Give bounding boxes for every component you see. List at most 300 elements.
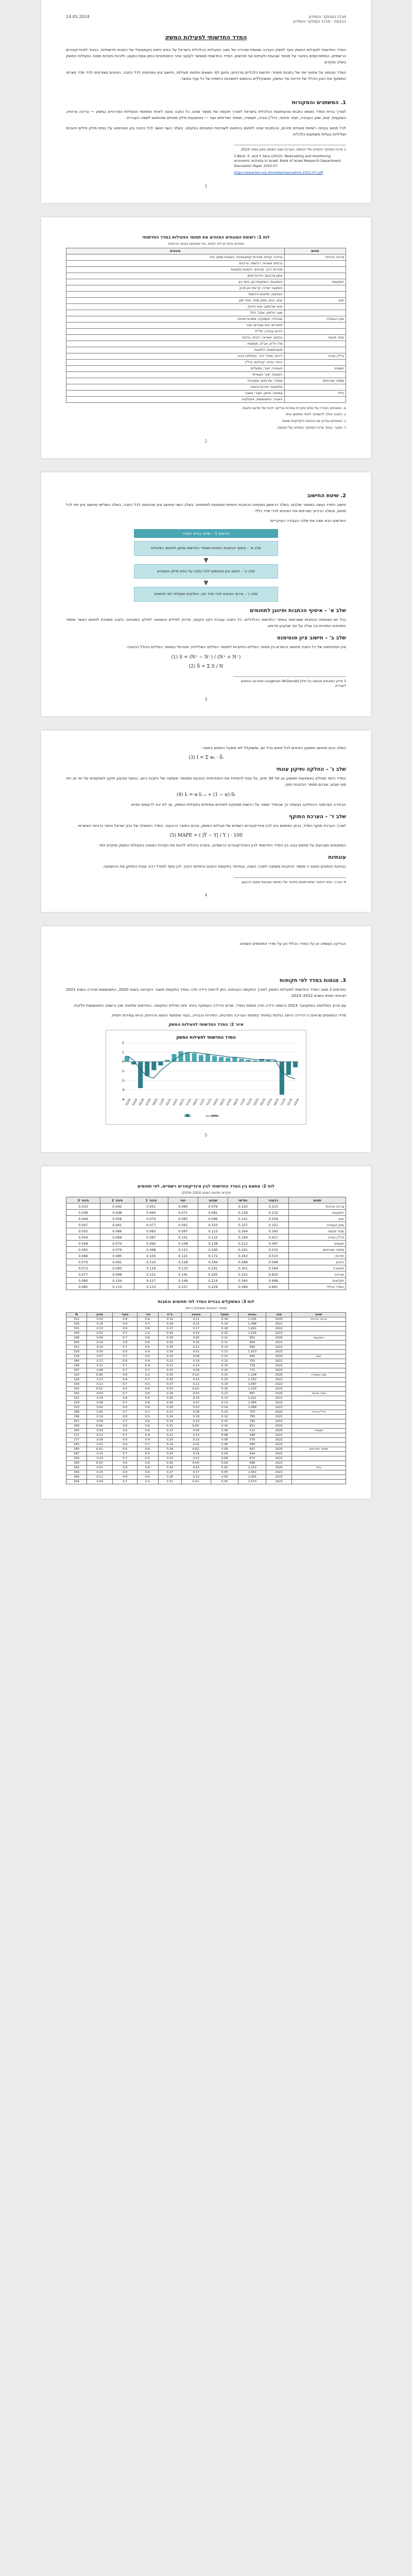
table-cell: 364	[66, 1480, 87, 1484]
table-cell: 0.288	[228, 1259, 258, 1265]
chart-bar	[158, 1062, 163, 1065]
table-cell: 0.14	[87, 1396, 113, 1401]
table-cell: -0.4	[138, 1438, 159, 1443]
table-cell	[291, 1368, 346, 1373]
table-cell: 2020	[266, 1410, 291, 1415]
table-cell: 0.077	[134, 1222, 168, 1228]
x-tick-label: 07/20	[145, 1098, 152, 1107]
table-row	[66, 1222, 346, 1228]
table-row	[66, 1461, 346, 1466]
table-cell: 2022	[266, 1345, 291, 1350]
table-cell: 329	[66, 1378, 87, 1382]
x-tick-label: 01/22	[205, 1098, 213, 1107]
table-cell: 0.13	[181, 1433, 211, 1438]
x-tick-label: 03/24	[293, 1098, 300, 1107]
paragraph: לצורך בניית המדד נאספו כתבות מהעיתונות הכלכלית בישראל לאורך תקופה של מספר שנים. כל כתבה סווגה לאחד מתחומי הפעילות המרכזיים במשק — צריכה פרטית, השקעות, יצוא, שוק העבודה, מגזר פיננסי, נדל"ן ובנייה, תעשייה, מסחר ושירותים ועוד — באמצעות מילון מונחים שהותאם לשפה העברית.	[66, 109, 346, 121]
table-cell: תעשייה	[291, 1429, 346, 1433]
table-cell: 0.164	[228, 1228, 258, 1234]
table-cell: 356	[66, 1470, 87, 1475]
table-row	[66, 285, 346, 291]
paragraph: הבחירה בפרמטר ההחלקה נעשתה כך שהמדד ישמור על רגישות מספקת לשינויים אמיתיים בפעילות המשק, אך לא יגיב לרעשים יומיים.	[130, 802, 346, 807]
table-row	[66, 322, 346, 328]
table-cell: 0.080	[66, 1278, 100, 1284]
table-cell	[291, 1378, 346, 1382]
table-cell: תיירות	[289, 1253, 346, 1259]
table-cell: יצוא	[291, 1354, 346, 1359]
table-cell-terms: האטה; התאוששות; אינפלציה	[66, 396, 285, 402]
table-cell: 0.091	[100, 1259, 134, 1265]
table-row	[66, 1387, 346, 1392]
chart-bar	[165, 1060, 169, 1062]
table-cell: 0.04	[181, 1331, 211, 1336]
table-cell: 0.8	[113, 1378, 138, 1382]
chart-bar	[280, 1062, 284, 1095]
table-cell-domain: כללי	[284, 390, 346, 396]
table-cell: 0.10	[87, 1317, 113, 1322]
table-cell: 0.116	[134, 1265, 168, 1272]
table-cell: 0.129	[228, 1210, 258, 1216]
table-cell: 2023	[266, 1350, 291, 1354]
table-cell: -0.01	[87, 1447, 113, 1452]
table-cell: 0.20	[158, 1438, 181, 1443]
table-cell: 309	[66, 1424, 87, 1429]
table-cell: 0.09	[181, 1368, 211, 1373]
footnote-link[interactable]	[234, 171, 346, 176]
table-row	[66, 303, 346, 310]
column-header: ס"ת	[158, 1313, 181, 1317]
table-cell: 2021	[266, 1470, 291, 1475]
table-cell: 0.066	[100, 1228, 134, 1234]
table-cell: מגזר פיננסי	[289, 1228, 346, 1234]
x-tick-label: 05/22	[219, 1098, 226, 1107]
table-cell: 341	[66, 1387, 87, 1392]
table-cell: 0.061	[100, 1222, 134, 1228]
table-cell: 0.098	[134, 1247, 168, 1253]
section-title: 3. מגמות במדד לפי תקופות	[279, 977, 346, 984]
chart-bar	[151, 1062, 156, 1071]
legend-label: ממוצע נע	[205, 1114, 219, 1118]
table-cell: 0.01	[181, 1350, 211, 1354]
table-cell: 0.09	[87, 1438, 113, 1443]
x-tick-label: 01/20	[125, 1098, 132, 1107]
chart-bar	[199, 1055, 203, 1062]
table-cell: 0.14	[87, 1341, 113, 1345]
table-cell: 2022	[266, 1364, 291, 1368]
table-cell: -0.6	[138, 1419, 159, 1424]
table-caption: לוח 3: המשקלים בבניית המדד לפי תחומים וכתבות	[158, 1299, 254, 1304]
table-cell: 0.160	[198, 1247, 228, 1253]
table-cell: 2,310	[238, 1466, 266, 1470]
table-cell: 0.7	[113, 1331, 138, 1336]
table-cell: 0.133	[168, 1265, 198, 1272]
table-cell: 0.17	[181, 1327, 211, 1331]
table-cell: 0.172	[198, 1253, 228, 1259]
table-cell: 0.28	[158, 1392, 181, 1396]
table-cell: 0.12	[181, 1317, 211, 1322]
table-cell: 0.02	[87, 1405, 113, 1410]
table-cell: 0.01	[87, 1443, 113, 1447]
table-cell: 0.7	[113, 1345, 138, 1350]
table-cell: -0.5	[138, 1396, 159, 1401]
table-cell: 0.26	[158, 1341, 181, 1345]
column-header: מונחים	[66, 248, 285, 254]
table-cell: 277	[66, 1438, 87, 1443]
page-number: 4	[204, 893, 208, 898]
table-cell: -0.4	[138, 1433, 159, 1438]
table-cell: 0.18	[211, 1317, 238, 1322]
table-cell-terms: שער חליפין; שקל; דולר	[66, 310, 285, 316]
table-cell-terms: דורשי עבודה; חל"ת	[66, 328, 285, 334]
table-notes	[66, 406, 346, 431]
table-cell: 738	[238, 1364, 266, 1368]
table-cell: 287	[66, 1452, 87, 1456]
table-cell-terms: מסחר; שירותים; מסעדות	[66, 378, 285, 384]
x-tick-label: 05/23	[260, 1098, 267, 1107]
y-tick-label: 2	[122, 1041, 124, 1045]
chart-legend	[183, 1114, 219, 1118]
table-cell: 0.062	[66, 1247, 100, 1253]
table-cell: 0.14	[211, 1401, 238, 1405]
x-tick-label: 01/21	[165, 1098, 172, 1107]
table-cell	[291, 1415, 346, 1419]
x-tick-label: 11/20	[159, 1098, 165, 1107]
table-cell: 340	[66, 1331, 87, 1336]
table-cell-terms: אמון צרכנים; תיירות פנים	[66, 273, 285, 279]
flow-step: שלב א' – איסוף הכתבות היומיות מאתרי החדשות וסיווגן לתחומי הפעילות	[134, 541, 278, 556]
table-cell: 2021	[266, 1396, 291, 1401]
table-cell-domain: מגזר פיננסי	[284, 334, 346, 341]
table-row	[66, 316, 346, 322]
table-cell: 0.533	[258, 1253, 289, 1259]
table-cell: 0.16	[181, 1452, 211, 1456]
table-cell: 0.321	[258, 1222, 289, 1228]
table-cell: 323	[66, 1405, 87, 1410]
table-cell: 0.138	[198, 1241, 228, 1247]
table-cell-terms: מלונאות; תיירות נכנסת	[66, 384, 285, 390]
table-cell: 0.23	[158, 1456, 181, 1461]
terms-table-body	[66, 254, 346, 402]
table-cell: 0.18	[87, 1322, 113, 1327]
table-cell: 0.510	[258, 1247, 289, 1253]
page-header	[66, 14, 346, 24]
table-cell: 2023	[266, 1424, 291, 1429]
table-cell: 0.16	[211, 1387, 238, 1392]
page-number: 5	[204, 1133, 208, 1138]
table-cell: 0.03	[181, 1392, 211, 1396]
table-cell: 0.24	[158, 1354, 181, 1359]
table-cell	[291, 1424, 346, 1429]
table-cell: 0.21	[158, 1364, 181, 1368]
flow-step: שלב ג' – צירוף הציונים לכדי מדד יומי, החלקתו ושקלולו לפי תחומים	[134, 587, 278, 602]
table-row	[66, 328, 346, 334]
table-cell: 0.20	[211, 1331, 238, 1336]
table-cell-terms: אבטלה; תעסוקה; משרות פנויות	[66, 316, 285, 322]
table-cell: -0.5	[138, 1382, 159, 1387]
paragraph: בתרשים 2 מוצג המדד החדשותי לפעילות המשק לאורך התקופה הנבחנת. ניתן לראות ירידה חדה במדד בתקופת משבר הקורונה בשנת 2020, התאוששות מהירה בשנת 2021 ויציבות יחסית בשנים 2022–2023.	[66, 987, 346, 998]
table-cell: -0.6	[138, 1341, 159, 1345]
table-cell: 0.7	[113, 1456, 138, 1461]
x-tick-label: 05/21	[179, 1098, 186, 1107]
table-caption: לוח 1: רשימת המונחים המזהים את תחומי הפעילות במדד החדשותי	[142, 234, 270, 240]
table-cell: 0.594	[258, 1265, 289, 1272]
table-row	[66, 291, 346, 297]
table-cell	[291, 1443, 346, 1447]
table-cell-domain: שוק העבודה	[284, 316, 346, 322]
table-cell: 0.054	[66, 1234, 100, 1241]
activity-index-chart	[106, 1030, 306, 1125]
x-tick-label: 11/21	[199, 1098, 206, 1107]
table-cell: 0.7	[113, 1336, 138, 1341]
arrow-down-icon: ▼	[203, 579, 209, 587]
table-cell: נדל"ן ובנייה	[289, 1234, 346, 1241]
table-cell: -0.04	[181, 1461, 211, 1466]
table-cell-terms: הזמנות; ייצור תעשייתי	[66, 371, 285, 378]
table-cell: 703	[238, 1410, 266, 1415]
table-cell: 0.15	[87, 1470, 113, 1475]
table-cell: 2020	[266, 1392, 291, 1396]
table-cell: 0.121	[134, 1272, 168, 1278]
chart-title: המדד החדשותי לפעילות המשק	[176, 1035, 236, 1040]
table-cell: 0.09	[87, 1419, 113, 1424]
table-cell: 284	[66, 1359, 87, 1364]
table-cell: 0.21	[181, 1322, 211, 1327]
footnote-url-link[interactable]: https://www.boi.org.il/media/nowcasting-2022-07.pdf	[234, 170, 323, 175]
table-cell: -1.0	[138, 1480, 159, 1484]
table-cell: מגזר פיננסי	[291, 1392, 346, 1396]
table-cell: 0.042	[100, 1204, 134, 1210]
table-cell: 301	[66, 1419, 87, 1424]
table-cell: 0.13	[211, 1350, 238, 1354]
table-cell: 0.6	[113, 1405, 138, 1410]
table-row	[66, 1401, 346, 1405]
table-cell: 0.056	[100, 1216, 134, 1222]
table-cell: 0.12	[181, 1475, 211, 1480]
table-cell: 280	[66, 1447, 87, 1452]
paragraph: הממצאים מצביעים על מתאם גבוה בין המדד החדשותי לבין האינדיקטורים הרשמיים, ובפרט ביכולתו לזהות את נקודות המפנה בפעילות המשק מוקדם יותר.	[97, 843, 346, 848]
paragraph: לצורך הערכת תוקף המדד, נבחן המתאם בינו לבין אינדיקטורים רשמיים של פעילות המשק, ובהם התוצר הרבעוני, המדד המשולב של בנק ישראל ונתוני כרטיסי האשראי.	[77, 823, 346, 828]
table-cell	[291, 1461, 346, 1466]
table-cell: 0.6	[113, 1424, 138, 1429]
table-cell: 0.229	[198, 1284, 228, 1290]
table-cell: 811	[238, 1424, 266, 1429]
table-cell: 0.12	[87, 1378, 113, 1382]
table-cell: 0.7	[113, 1433, 138, 1438]
table-cell: 2023	[266, 1368, 291, 1373]
table-cell-terms: בנקים; אשראי; ריבית; בורסה	[66, 334, 285, 341]
table-cell: 0.08	[211, 1438, 238, 1443]
table-cell: 2022	[266, 1327, 291, 1331]
table-cell: 0.16	[181, 1341, 211, 1345]
section-title: 1. המשתנים והמקורות	[291, 100, 346, 106]
table-cell: 360	[66, 1475, 87, 1480]
table-cell: 0.263	[228, 1253, 258, 1259]
chart-bar	[226, 1058, 230, 1062]
table-cell: 0.8	[113, 1317, 138, 1322]
table-cell: 0.14	[211, 1382, 238, 1387]
table-cell	[291, 1470, 346, 1475]
table-cell-domain: יצוא	[284, 297, 346, 303]
table-cell: 0.15	[87, 1327, 113, 1331]
table-cell: -0.6	[138, 1327, 159, 1331]
table-note: א. המונחים הוגדרו על בסיס סקירת ספרות ובדיקה ידנית של מדגם כתבות.	[241, 405, 346, 410]
table-cell-terms: תעשייה; ייצור; מפעלים	[66, 365, 285, 371]
table-cell: 0.21	[158, 1433, 181, 1438]
table-cell: 2021	[266, 1378, 291, 1382]
column-header: חודשי	[228, 1197, 258, 1204]
table-cell: -0.7	[138, 1368, 159, 1373]
table-cell: 0.087	[134, 1234, 168, 1241]
chart-gridlines	[122, 1043, 299, 1102]
table-cell: 2021	[266, 1415, 291, 1419]
table-cell: 0.184	[198, 1259, 228, 1265]
document-title: המדד החדשותי לפעילות המשק	[165, 34, 247, 41]
table-cell: 0.6	[113, 1373, 138, 1378]
table-cell: 0.12	[87, 1364, 113, 1368]
table-cell-domain	[284, 266, 346, 273]
paragraph: חישוב המדד נעשה במספר שלבים. בשלב הראשון נאספות הכתבות היומיות ומסווגות לתחומים. בשלב השני מחושב ציון סנטימנט לכל כתבה. בשלב השלישי מחושב ציון יומי לכל תחום, ובשלב הרביעי מצרפים את הציונים לכדי מדד כללי.	[66, 502, 346, 513]
table-row	[66, 1433, 346, 1438]
table-cell: 2020	[266, 1373, 291, 1378]
chart-bar	[239, 1059, 244, 1062]
table-cell: -0.9	[138, 1387, 159, 1392]
table-cell: -0.6	[138, 1475, 159, 1480]
column-header: חציון	[87, 1313, 113, 1317]
table-cell: 0.096	[198, 1216, 228, 1222]
header-date: 14.05.2024	[66, 14, 90, 19]
x-tick-label: 03/23	[253, 1098, 260, 1107]
table-cell-terms: צמיחה; מיתון; תוצר; משבר	[66, 390, 285, 396]
chart-bar	[293, 1062, 298, 1067]
table-cell: 318	[66, 1350, 87, 1354]
table-cell: 0.110	[100, 1284, 134, 1290]
table-cell: 0.15	[211, 1378, 238, 1382]
table-cell: 2,455	[238, 1475, 266, 1480]
table-cell: 2021	[266, 1322, 291, 1327]
table-cell: 0.10	[211, 1368, 238, 1373]
table-row	[66, 378, 346, 384]
table-cell: 2021	[266, 1359, 291, 1364]
header-org	[293, 14, 346, 24]
chart-bar	[219, 1057, 224, 1062]
chart-y-tick-labels	[122, 1041, 125, 1101]
table-cell: 832	[238, 1336, 266, 1341]
table-row	[66, 310, 346, 316]
table-row	[66, 1216, 346, 1222]
table-header-row	[66, 1197, 346, 1204]
table-cell: 0.497	[258, 1241, 289, 1247]
x-tick-label: 01/23	[246, 1098, 253, 1107]
table-cell: 0.10	[211, 1419, 238, 1424]
chart-bar	[273, 1061, 278, 1062]
x-tick-label: 01/24	[286, 1098, 294, 1107]
table-cell: 0.105	[134, 1253, 168, 1259]
table-cell-domain	[284, 310, 346, 316]
table-row	[66, 1331, 346, 1336]
table-cell: 0.14	[181, 1364, 211, 1368]
chart-caption: איור 2: המדד החדשותי לפעילות המשק	[168, 1022, 244, 1027]
table-cell: 2022	[266, 1401, 291, 1405]
terms-table	[66, 248, 346, 403]
table-cell: 318	[66, 1401, 87, 1405]
equation: (3) I = Σ wᵢ · S̄ᵢ	[188, 755, 224, 761]
table-cell: 0.05	[211, 1480, 238, 1484]
table-row	[66, 390, 346, 396]
table-cell	[291, 1331, 346, 1336]
table-cell: 0.110	[134, 1259, 168, 1265]
table-cell: -0.01	[87, 1387, 113, 1392]
table-cell: 698	[238, 1461, 266, 1466]
table-cell: 0.30	[158, 1466, 181, 1470]
subsection-title: שלב ד' – הערכת התוקף	[289, 814, 346, 820]
table-cell	[291, 1475, 346, 1480]
x-tick-label: 03/22	[213, 1098, 219, 1107]
table-subcaption: מונחים עיקריים לפי תחום, כפי ששימשו בסיווג הכתבות	[168, 241, 244, 246]
table-cell: 0.02	[181, 1466, 211, 1470]
table-cell: 264	[66, 1429, 87, 1433]
table-cell: 0.301	[228, 1265, 258, 1272]
table-cell: 0.343	[258, 1228, 289, 1234]
table-cell: 0.16	[87, 1415, 113, 1419]
subsection-title: עונתיות	[328, 855, 346, 861]
paragraph: המדד מבוסס על איסוף יומי של כתבות מאתרי חדשות כלכליים מרכזיים, סיווגן לפי נושאים ותחומי פעילות, וחישוב ציון סנטימנט לכל כתבה. הציונים מצורפים לכדי מדד מצרפי המשקף את הטון הכללי של הדיווח על המשק, ומשוקללים בהתאם לחשיבות היחסית של כל ענף בתוצר.	[66, 70, 346, 81]
subsection-title: שלב ג' – החלקה ותיקון עונתי	[276, 767, 346, 773]
table-cell: שוק העבודה	[291, 1373, 346, 1378]
table-row	[66, 341, 346, 347]
table-cell: 2020	[266, 1317, 291, 1322]
table-cell: 290	[66, 1364, 87, 1368]
table-cell: 0.05	[181, 1336, 211, 1341]
correlation-table	[66, 1197, 346, 1290]
table-cell: חקלאות	[289, 1278, 346, 1284]
table-cell: 0.076	[198, 1204, 228, 1210]
table-cell: 0.31	[158, 1317, 181, 1322]
table-row	[66, 1396, 346, 1401]
table-cell: 0.103	[198, 1222, 228, 1228]
table-cell-terms: כרטיסי אשראי; רכישות; צרכנים	[66, 260, 285, 266]
table-cell-terms: צריכה; קניות; מכירות קמעונאיות; הוצאות משקי בית	[66, 254, 285, 260]
table-cell: 0.12	[87, 1433, 113, 1438]
table-cell: 0.6	[113, 1350, 138, 1354]
table-cell: 326	[66, 1322, 87, 1327]
table-cell: 0.141	[168, 1272, 198, 1278]
table-cell: 0.044	[66, 1216, 100, 1222]
table-row	[66, 1429, 346, 1433]
table-cell: 0.149	[168, 1278, 198, 1284]
table-cell	[291, 1359, 346, 1364]
table-row	[66, 1470, 346, 1475]
table-cell: -0.04	[87, 1424, 113, 1429]
x-tick-label: 03/21	[172, 1098, 179, 1107]
table-cell: 1,089	[238, 1405, 266, 1410]
document-page-3	[41, 472, 371, 716]
table-subcaption: מספר הכתבות ומשקלן היחסי	[185, 1306, 227, 1311]
table-cell: -0.5	[138, 1456, 159, 1461]
table-row	[66, 297, 346, 303]
table-row	[66, 1378, 346, 1382]
table-cell: 0.205	[198, 1272, 228, 1278]
table-cell: 0.048	[100, 1210, 134, 1216]
table-row	[66, 254, 346, 260]
flow-diagram	[134, 529, 278, 602]
table-cell: 0.30	[158, 1378, 181, 1382]
table-cell: 0.17	[87, 1359, 113, 1364]
table-row	[66, 1443, 346, 1447]
table-row	[66, 1210, 346, 1216]
table-cell: 0.091	[168, 1222, 198, 1228]
table-cell: 0.18	[181, 1415, 211, 1419]
table-cell	[291, 1452, 346, 1456]
table-cell-terms: מדד ת"א; אג"ח; תשואות	[66, 341, 285, 347]
